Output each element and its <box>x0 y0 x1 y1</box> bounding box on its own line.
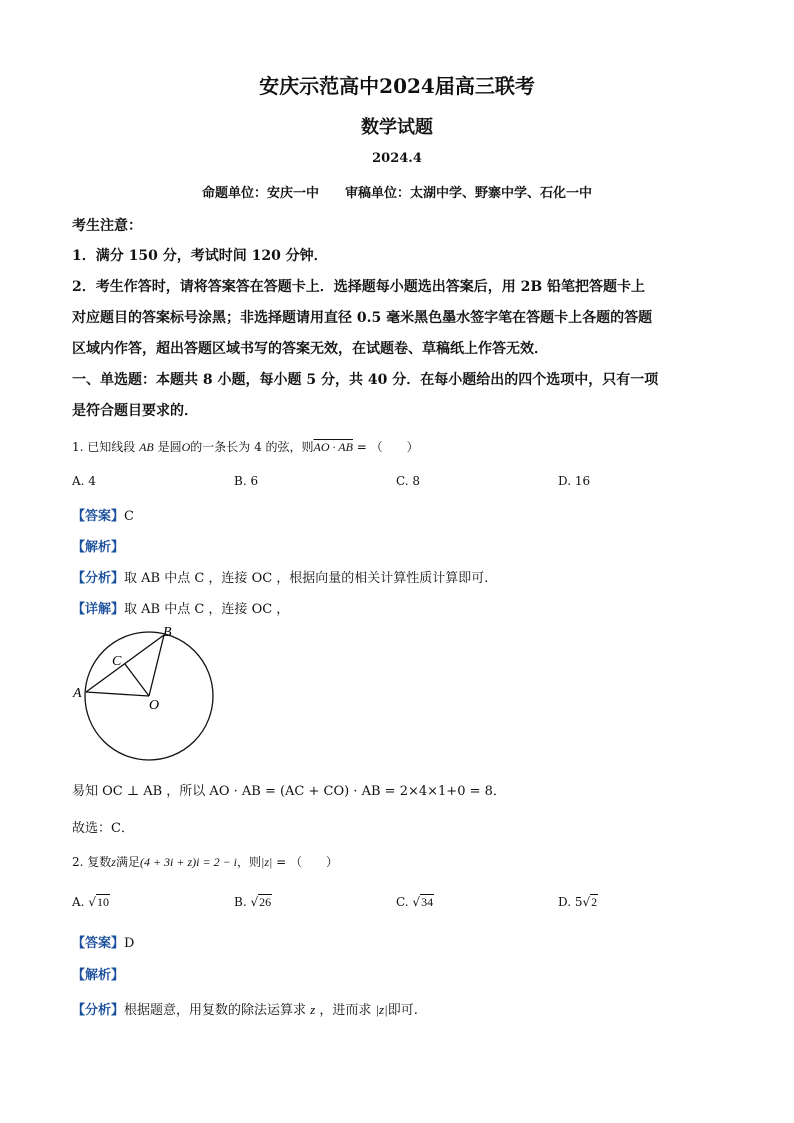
segment-co <box>125 664 149 696</box>
q1-answer: 【答案】C <box>72 509 134 524</box>
notes-heading: 考生注意： <box>72 218 142 234</box>
q2-fenxi: 【分析】根据题意，用复数的除法运算求 z ，进而求 |z|即可. <box>72 1002 418 1018</box>
segment-ao <box>86 692 149 696</box>
circle-diagram <box>70 620 220 770</box>
section-heading-cont: 是符合题目要求的． <box>72 403 198 419</box>
q1-option-a: A. 4 <box>72 474 96 488</box>
subject-title: 数学试题 <box>361 117 433 138</box>
q1-option-c: C. 8 <box>396 474 421 488</box>
label-a: A <box>73 686 82 701</box>
question-1-stem: 1. 已知线段 AB 是圆O的一条长为 4 的弦，则AO · AB = （ ） <box>72 440 419 454</box>
label-b: B <box>163 625 172 640</box>
q2-option-c: C. √34 <box>396 895 434 909</box>
note-1: 1．满分 150 分，考试时间 120 分钟． <box>72 248 328 264</box>
q1-derivation: 易知 OC ⊥ AB ，所以 AO · AB = (AC + CO) · AB = 2×4×1+0 = 8． <box>72 784 506 799</box>
q1-analysis-tag: 【解析】 <box>72 540 125 555</box>
question-2-stem: 2. 复数z满足(4 + 3i + z)i = 2 − i，则|z| = （ ） <box>72 855 338 869</box>
q1-option-d: D. 16 <box>558 474 591 488</box>
q2-analysis-tag: 【解析】 <box>72 968 125 983</box>
q1-conclusion: 故选：C． <box>72 821 134 836</box>
q1-fenxi: 【分析】取 AB 中点 C ，连接 OC ，根据向量的相关计算性质计算即可. <box>72 571 489 586</box>
note-2-cont1: 对应题目的答案标号涂黑；非选择题请用直径 0.5 毫米黑色墨水签字笔在答题卡上各题的答题 <box>72 310 653 326</box>
q1-option-b: B. 6 <box>234 474 259 488</box>
section-heading: 一、单选题：本题共 8 小题，每小题 5 分，共 40 分．在每小题给出的四个选项中，只有一项 <box>72 372 659 388</box>
label-c: C <box>112 654 122 669</box>
q2-option-d: D. 5√2 <box>558 895 598 909</box>
note-2: 2．考生作答时，请将答案答在答题卡上．选择题每小题选出答案后，用 2B 铅笔把答题卡上 <box>72 279 646 295</box>
q2-option-b: B. √26 <box>234 895 272 909</box>
q2-option-a: A. √10 <box>72 895 109 909</box>
q2-answer: 【答案】D <box>72 936 135 951</box>
note-2-cont2: 区域内作答，超出答题区域书写的答案无效，在试题卷、草稿纸上作答无效． <box>72 341 548 357</box>
exam-title: 安庆示范高中2024届高三联考 <box>259 74 535 98</box>
exam-date: 2024.4 <box>372 151 422 166</box>
setter-units: 命题单位：安庆一中 审稿单位：太湖中学、野寨中学、石化一中 <box>201 186 592 201</box>
q1-xiangjie: 【详解】取 AB 中点 C ，连接 OC ， <box>72 602 290 617</box>
label-o: O <box>149 698 160 713</box>
